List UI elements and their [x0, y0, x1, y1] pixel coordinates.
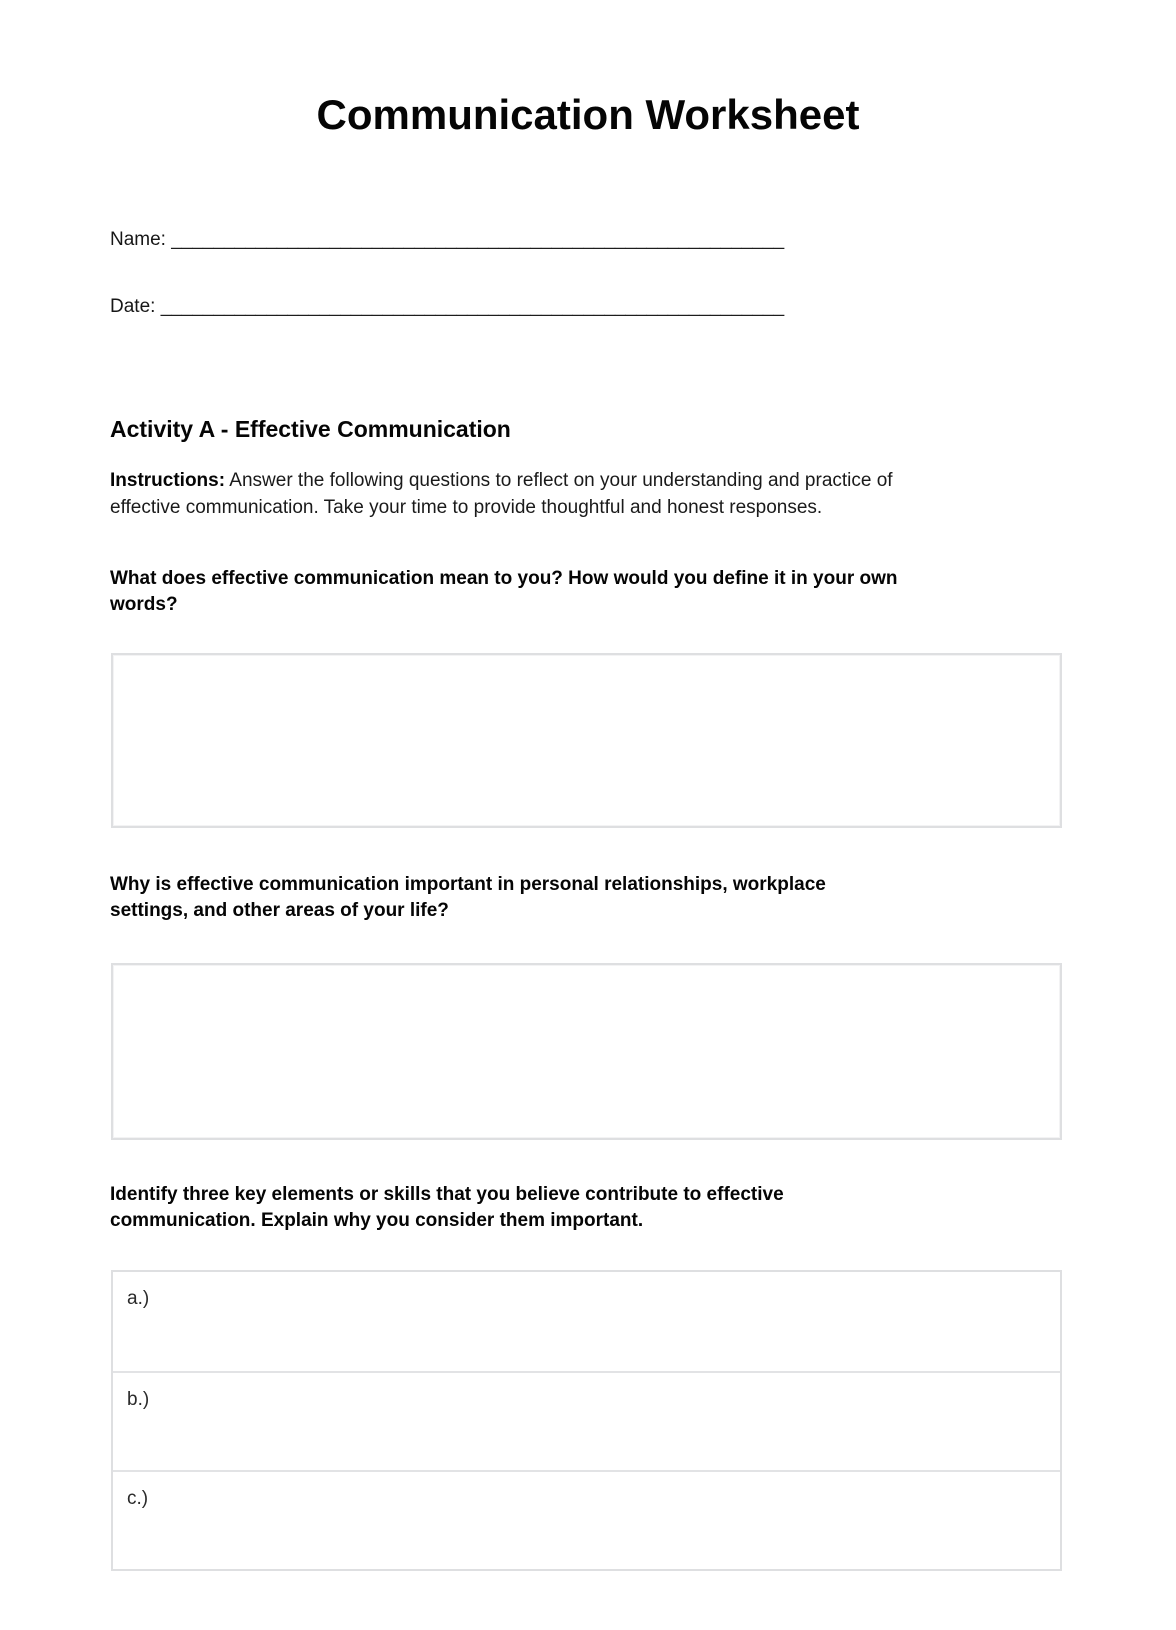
answer-row-b-label: b.)	[127, 1389, 150, 1410]
instructions-text: Answer the following questions to reflect on your understanding and practice of	[229, 470, 893, 491]
instructions-line-2: effective communication. Take your time to provide thoughtful and honest responses.	[110, 497, 823, 518]
name-fill-line[interactable]: __________________________________________________________	[171, 229, 785, 250]
page-title: Communication Worksheet	[316, 91, 860, 138]
date-fill-line[interactable]: ___________________________________________________________	[160, 296, 785, 317]
answer-box-1[interactable]	[111, 653, 1062, 828]
answer-table	[111, 1270, 1062, 1571]
date-field-row	[110, 294, 784, 320]
question-3: Identify three key elements or skills that you believe contribute to effective communication. Explain why you consider them important.	[110, 1184, 784, 1231]
question-1: What does effective communication mean to you? How would you define it in your own words?	[110, 568, 898, 615]
activity-heading: Activity A - Effective Communication	[110, 416, 511, 442]
date-label: Date:	[110, 296, 156, 317]
answer-row-c[interactable]	[113, 1470, 1060, 1569]
question-2: Why is effective communication important in personal relationships, workplace settings, and other areas of your life?	[110, 874, 826, 921]
name-field-row	[110, 227, 784, 253]
answer-row-b[interactable]	[113, 1371, 1060, 1470]
instructions-paragraph	[110, 467, 1040, 521]
instructions-label: Instructions:	[110, 470, 226, 491]
answer-box-2[interactable]	[111, 963, 1062, 1140]
name-label: Name:	[110, 229, 166, 250]
answer-row-c-label: c.)	[127, 1488, 149, 1509]
answer-row-a-label: a.)	[127, 1288, 150, 1309]
instructions-line-1	[110, 470, 893, 491]
answer-row-a[interactable]	[113, 1272, 1060, 1371]
